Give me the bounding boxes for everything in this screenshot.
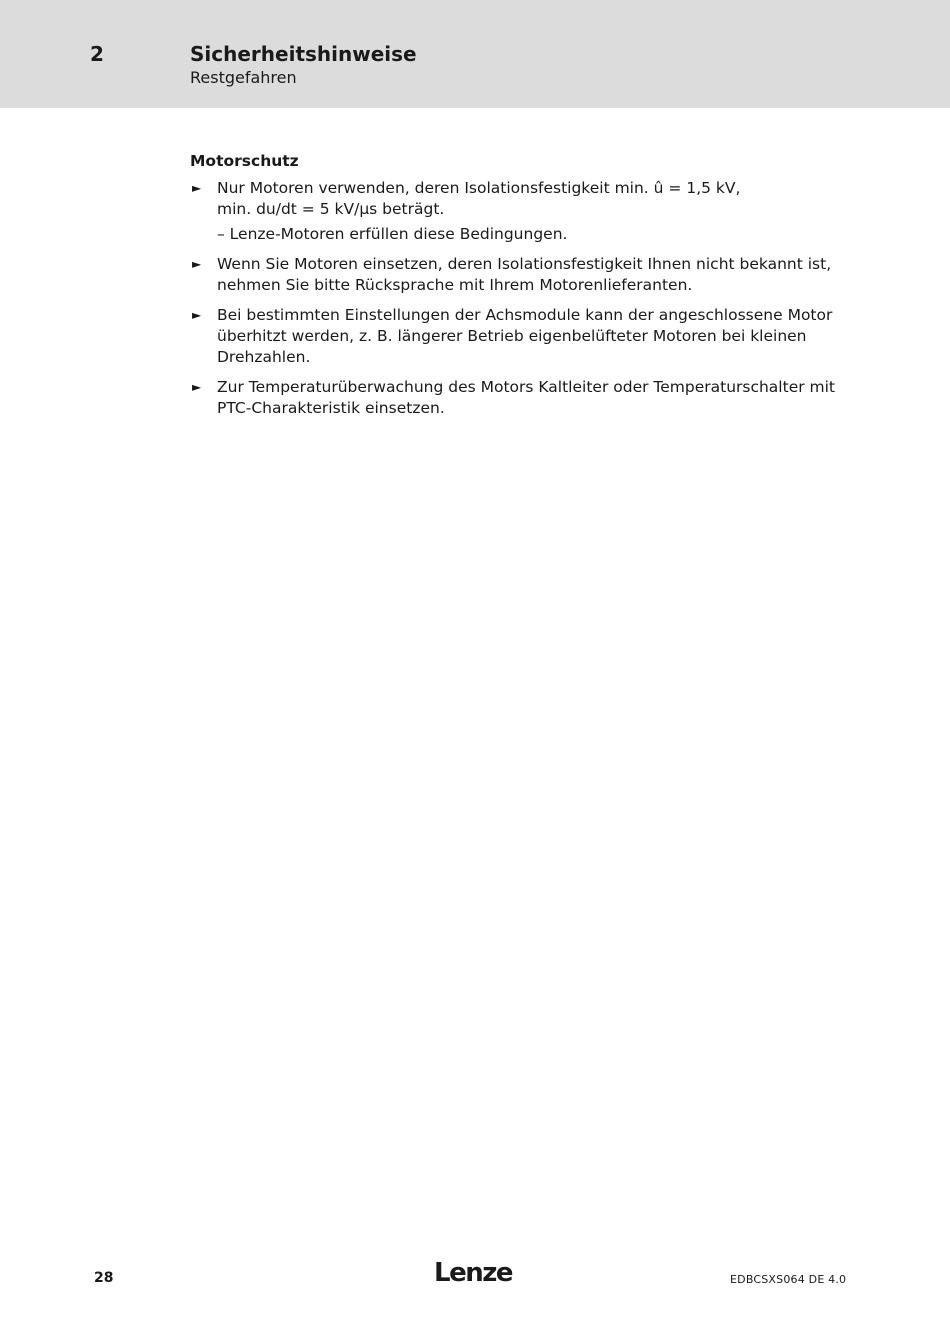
- chapter-subtitle: Restgefahren: [190, 68, 297, 87]
- chapter-number: 2: [90, 42, 104, 66]
- list-item: [190, 178, 840, 245]
- item-line: Zur Temperaturüberwachung des Motors Kaltleiter oder Temperaturschalter mit: [217, 378, 836, 396]
- item-line: nehmen Sie bitte Rücksprache mit Ihrem Motorenlieferanten.: [217, 276, 693, 294]
- list-item: [190, 305, 840, 368]
- bullet-icon: ►: [192, 257, 202, 271]
- bullet-icon: ►: [192, 380, 202, 394]
- item-line: überhitzt werden, z. B. längerer Betrieb eigenbelüfteter Motoren bei kleinen: [217, 327, 807, 345]
- document-id: EDBCSXS064 DE 4.0: [730, 1273, 847, 1286]
- main-content: [190, 150, 840, 428]
- page-header: [0, 0, 950, 108]
- item-line: min. du/dt = 5 kV/µs beträgt.: [217, 200, 445, 218]
- bullet-icon: ►: [192, 181, 202, 195]
- item-line: PTC-Charakteristik einsetzen.: [217, 399, 445, 417]
- item-line: Drehzahlen.: [217, 348, 311, 366]
- lenze-logo: Lenze: [434, 1258, 512, 1288]
- item-line: Wenn Sie Motoren einsetzen, deren Isolationsfestigkeit Ihnen nicht bekannt ist,: [217, 255, 832, 273]
- page-number: 28: [94, 1270, 114, 1286]
- list-item: [190, 254, 840, 296]
- item-line: Bei bestimmten Einstellungen der Achsmodule kann der angeschlossene Motor: [217, 306, 833, 324]
- bullet-icon: ►: [192, 308, 202, 322]
- item-sub-line: – Lenze-Motoren erfüllen diese Bedingungen.: [217, 225, 568, 243]
- section-title: Motorschutz: [190, 152, 299, 170]
- item-line: Nur Motoren verwenden, deren Isolationsfestigkeit min. û = 1,5 kV,: [217, 179, 741, 197]
- list-item: [190, 377, 840, 419]
- chapter-title: Sicherheitshinweise: [190, 42, 417, 66]
